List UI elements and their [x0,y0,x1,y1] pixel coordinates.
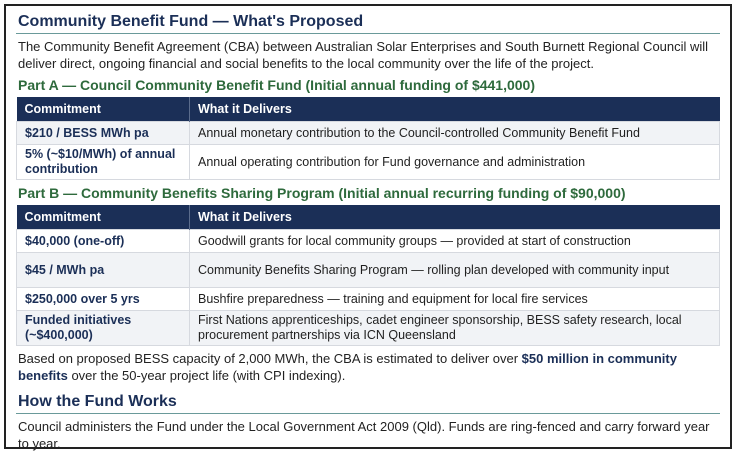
commitment-cell: $40,000 (one-off) [17,230,190,253]
how-fund-works-text: Council administers the Fund under the Local Government Act 2009 (Qld). Funds are ring-fenced and carry forward year to year. [18,419,710,451]
summary-paragraph [18,350,720,384]
part-a-title: Part A — Council Community Benefit Fund (Initial annual funding of $441,000) [18,77,535,93]
table-row [17,253,720,288]
summary-text-before: Based on proposed BESS capacity of 2,000 MWh, the CBA is estimated to deliver over [18,351,522,366]
part-b-title: Part B — Community Benefits Sharing Program (Initial annual recurring funding of $90,000) [18,185,626,201]
summary-text-after: over the 50-year project life (with CPI indexing). [67,368,346,383]
summary-highlight: $50 million in community benefits [18,351,677,383]
column-header-delivers: What it Delivers [190,97,720,122]
delivers-cell: Bushfire preparedness — training and equipment for local fire services [190,288,720,311]
intro-paragraph: The Community Benefit Agreement (CBA) between Australian Solar Enterprises and South Burnett Regional Council will deliver direct, ongoing financial and social benefits to the local community over the life of the project. [18,39,709,71]
page-title: Community Benefit Fund — What's Proposed [16,10,720,34]
how-fund-works-heading: How the Fund Works [16,390,720,414]
table-header-row [17,205,720,230]
delivers-cell: Goodwill grants for local community groups — provided at start of construction [190,230,720,253]
delivers-cell: First Nations apprenticeships, cadet engineer sponsorship, BESS safety research, local procurement partnerships via ICN Queensland [190,311,720,346]
table-row [17,122,720,145]
commitment-cell: $45 / MWh pa [17,253,190,288]
delivers-cell: Community Benefits Sharing Program — rolling plan developed with community input [190,253,720,288]
table-row [17,145,720,180]
column-header-commitment: Commitment [17,97,190,122]
delivers-cell: Annual operating contribution for Fund governance and administration [190,145,720,180]
table-row [17,311,720,346]
commitment-cell: 5% (~$10/MWh) of annual contribution [17,145,190,180]
delivers-cell: Annual monetary contribution to the Council-controlled Community Benefit Fund [190,122,720,145]
part-b-table [16,205,720,346]
document-frame [4,4,732,449]
commitment-cell: $210 / BESS MWh pa [17,122,190,145]
commitment-cell: Funded initiatives (~$400,000) [17,311,190,346]
column-header-delivers: What it Delivers [190,205,720,230]
table-row [17,288,720,311]
commitment-cell: $250,000 over 5 yrs [17,288,190,311]
table-header-row [17,97,720,122]
part-a-table [16,97,720,180]
table-row [17,230,720,253]
column-header-commitment: Commitment [17,205,190,230]
